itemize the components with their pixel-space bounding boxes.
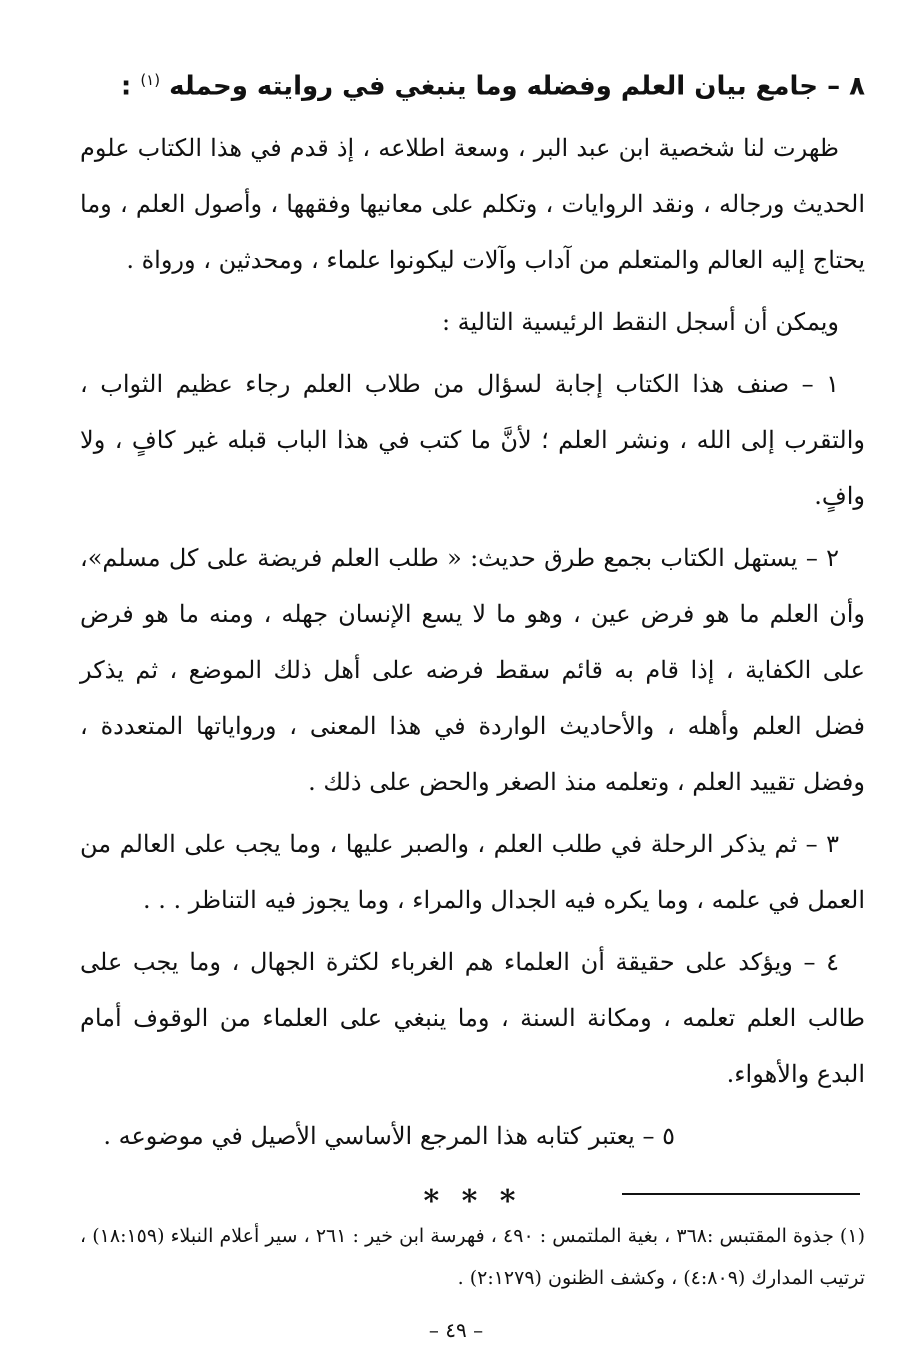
point-5: ٥ – يعتبر كتابه هذا المرجع الأساسي الأصيل في موضوعه . xyxy=(103,1121,675,1150)
footnote-reference[interactable]: (١) xyxy=(140,71,161,89)
intro-paragraph: ظهرت لنا شخصية ابن عبد البر ، وسعة اطلاعه ، إذ قدم في هذا الكتاب علوم الحديث ورجاله ، ونقد الروايات ، وتكلم على معانيها وفقهها ، وأصول العلم ، وما يحتاج إليه العالم والمتعلم من آداب وآلات ليكونوا علماء ، ومحدثين ، ورواة . xyxy=(80,133,865,274)
section-heading-suffix: : xyxy=(120,71,132,102)
page-body xyxy=(80,55,865,1233)
footnote-divider xyxy=(622,1193,860,1195)
section-heading-text: ٨ – جامع بيان العلم وفضله وما ينبغي في روايته وحمله xyxy=(169,71,865,102)
section-heading xyxy=(80,55,865,112)
section-separator: * * * xyxy=(423,1183,522,1219)
point-1: ١ – صنف هذا الكتاب إجابة لسؤال من طلاب العلم رجاء عظيم الثواب ، والتقرب إلى الله ، ونشر العلم ؛ لأنَّ ما كتب في هذا الباب قبله غير كافٍ ، ولا وافٍ. xyxy=(80,369,865,510)
point-4: ٤ – ويؤكد على حقيقة أن العلماء هم الغرباء لكثرة الجهال ، وما يجب على طالب العلم تعلمه ، ومكانة السنة ، وما ينبغي على العلماء من الوقوف أمام البدع والأهواء. xyxy=(80,947,865,1088)
point-3: ٣ – ثم يذكر الرحلة في طلب العلم ، والصبر عليها ، وما يجب على العالم من العمل في علمه ، وما يكره فيه الجدال والمراء ، وما يجوز فيه التناظر . . . xyxy=(80,829,865,914)
footnote-text: (١) جذوة المقتبس :٣٦٨ ، بغية الملتمس : ٤٩٠ ، فهرسة ابن خير : ٢٦١ ، سير أعلام النبلاء (١٨:١٥٩) ، ترتيب المدارك (٤:٨٠٩) ، وكشف الظنون (٢:١٢٧٩) . xyxy=(80,1225,865,1289)
intro-lead-in: ويمكن أن أسجل النقط الرئيسية التالية : xyxy=(441,307,839,336)
page-number: – ٤٩ – xyxy=(428,1318,484,1342)
point-2: ٢ – يستهل الكتاب بجمع طرق حديث: « طلب العلم فريضة على كل مسلم»، وأن العلم ما هو فرض عين ، وهو ما لا يسع الإنسان جهله ، ومنه ما هو فرض على الكفاية ، إذا قام به قائم سقط فرضه على أهل ذلك الموضع ، ثم يذكر فضل العلم وأهله ، والأحاديث الواردة في هذا المعنى ، ورواياتها المتعددة ، وفضل تقييد العلم ، وتعلمه منذ الصغر والحض على ذلك . xyxy=(80,543,865,796)
